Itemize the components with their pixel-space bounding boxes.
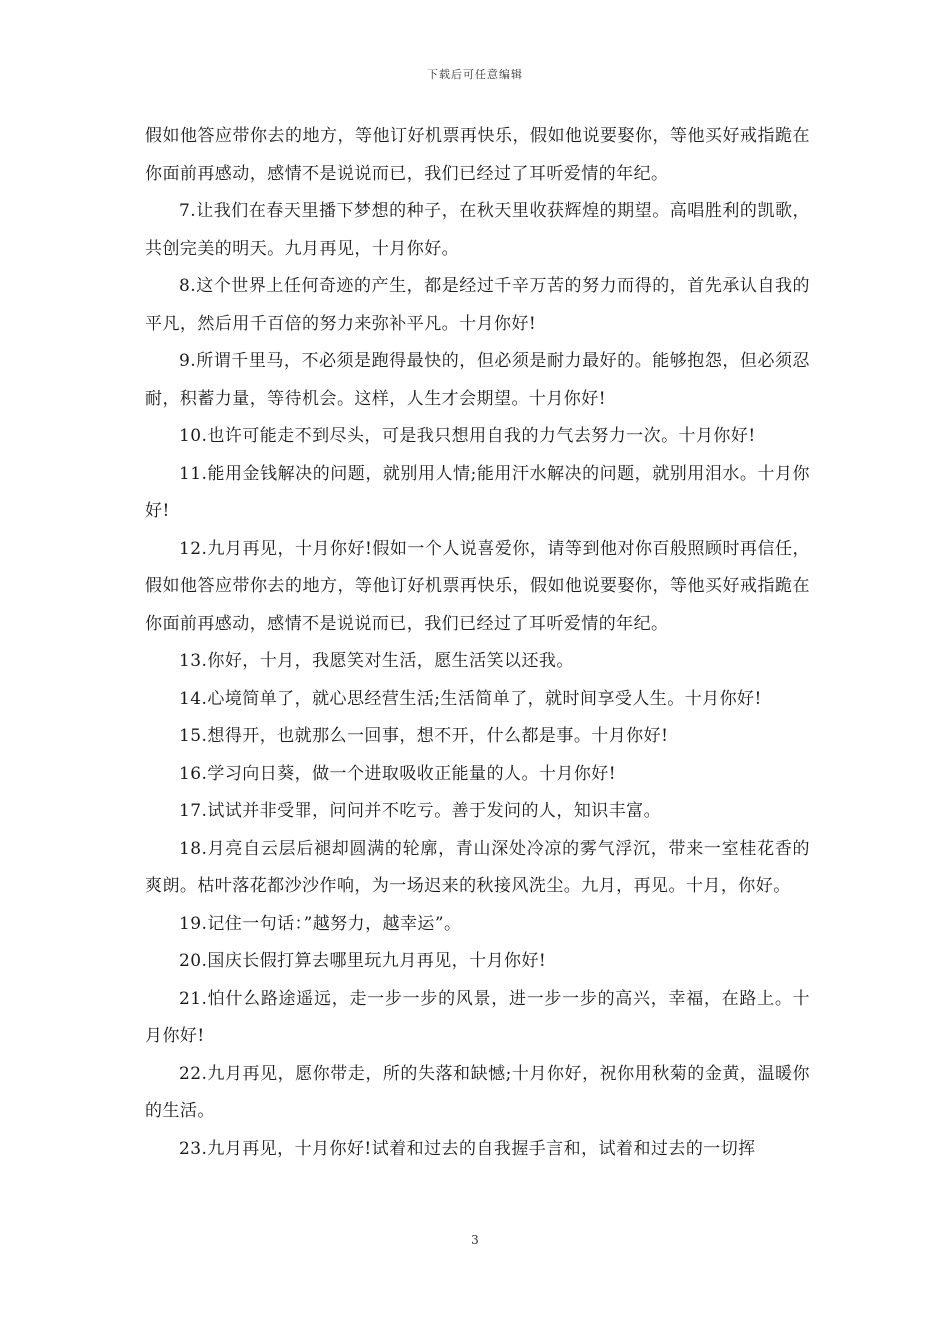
paragraph-item-18: 18.月亮自云层后褪却圆满的轮廓，青山深处冷凉的雾气浮沉，带来一室桂花香的爽朗。枯叶落花都沙沙作响，为一场迟来的秋接风洗尘。九月，再见。十月，你好。 [145,838,810,896]
paragraph-item-22: 22.九月再见，愿你带走，所的失落和缺憾;十月你好，祝你用秋菊的金黄，温暖你的生活。 [145,1063,810,1121]
paragraph-continuation: 假如他答应带你去的地方，等他订好机票再快乐，假如他说要娶你，等他买好戒指跪在你面前再感动，感情不是说说而已，我们已经过了耳听爱情的年纪。 [145,126,810,184]
paragraph-item-8: 8.这个世界上任何奇迹的产生，都是经过千辛万苦的努力而得的，首先承认自我的平凡，然后用千百倍的努力来弥补平凡。十月你好! [145,276,810,334]
paragraph-item-15: 15.想得开，也就那么一回事，想不开，什么都是事。十月你好! [179,726,669,746]
paragraph-item-19: 19.记住一句话：”越努力，越幸运”。 [179,913,462,934]
paragraph-item-10: 10.也许可能走不到尽头，可是我只想用自我的力气去努力一次。十月你好! [179,426,756,446]
paragraph-item-14: 14.心境简单了，就心思经营生活;生活简单了，就时间享受人生。十月你好! [179,688,762,709]
paragraph-item-20: 20.国庆长假打算去哪里玩九月再见，十月你好! [179,951,547,971]
paragraph-item-9: 9.所谓千里马，不必须是跑得最快的，但必须是耐力最好的。能够抱怨，但必须忍耐，积蓄力量，等待机会。这样，人生才会期望。十月你好! [145,351,810,409]
paragraph-item-13: 13.你好，十月，我愿笑对生活，愿生活笑以还我。 [179,651,574,671]
paragraph-item-12: 12.九月再见，十月你好!假如一个人说喜爱你，请等到他对你百般照顾时再信任，假如他答应带你去的地方，等他订好机票再快乐，假如他说要娶你，等他买好戒指跪在你面前再感动，感情不是说说而已，我们已经过了耳听爱情的年纪。 [145,538,810,634]
paragraph-item-23: 23.九月再见，十月你好!试着和过去的自我握手言和，试着和过去的一切挥 [179,1138,756,1159]
page-header: 下载后可任意编辑 [427,68,523,81]
paragraph-item-16: 16.学习向日葵，做一个进取吸收正能量的人。十月你好! [179,763,617,784]
page-number: 3 [471,1233,479,1247]
paragraph-item-11: 11.能用金钱解决的问题，就别用人情;能用汗水解决的问题，就别用泪水。十月你好! [145,463,810,521]
paragraph-item-17: 17.试试并非受罪，问问并不吃亏。善于发问的人，知识丰富。 [179,801,662,821]
paragraph-item-21: 21.怕什么路途遥远，走一步一步的风景，进一步一步的高兴，幸福，在路上。十月你好! [145,988,810,1046]
document-body [145,118,810,1168]
paragraph-item-7: 7.让我们在春天里播下梦想的种子，在秋天里收获辉煌的期望。高唱胜利的凯歌，共创完美的明天。九月再见，十月你好。 [145,201,810,259]
